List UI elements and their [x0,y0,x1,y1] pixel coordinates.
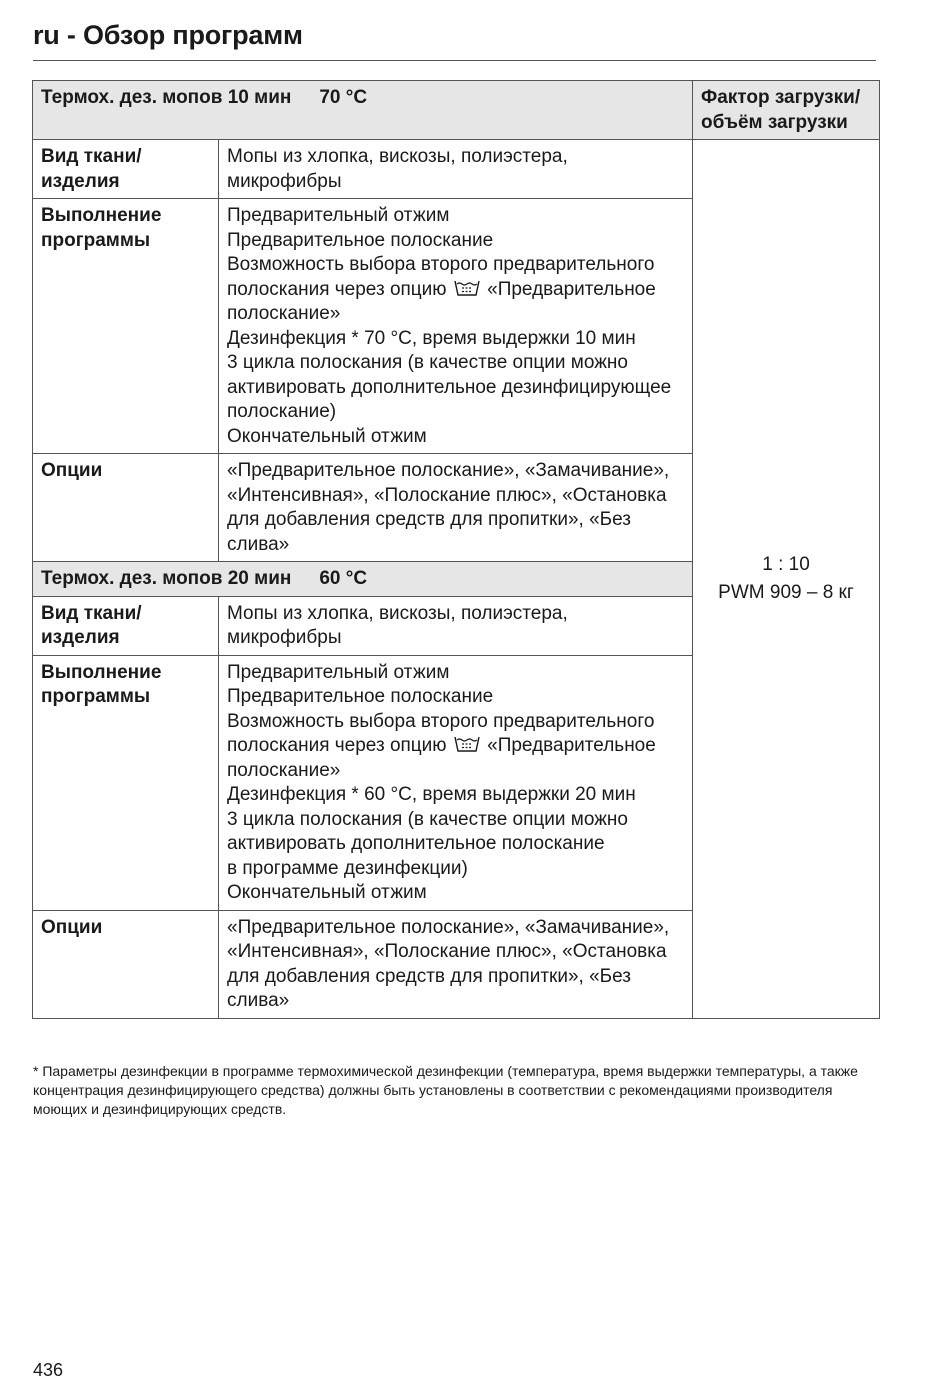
execution-step [227,254,656,324]
factor-header: Фактор загрузки/объём загрузки [693,81,880,140]
execution-step: Дезинфекция * 70 °C, время выдержки 10 мин [227,327,636,349]
options-label: Опции [33,454,219,562]
execution-step: 3 цикла полоскания (в качестве опции можно активировать дополнительное полоскание [227,808,628,854]
execution-step: Окончательный отжим [227,882,427,903]
footnote: * Параметры дезинфекции в программе термохимической дезинфекции (температура, время выдержки температуры, а также концентрация дезинфицирующего средства) должны быть установлены в соответствии с рекомендациями производителя моющих и дезинфицирующих средств. [33,1063,858,1117]
load-factor-machine: PWM 909 – 8 кг [718,582,854,604]
program-header-row [33,81,880,140]
execution-label: Выполнение программы [33,655,219,910]
load-factor-cell [693,140,880,1019]
title-divider [33,60,876,61]
prewash-tub-icon [454,279,480,297]
execution-steps [219,199,693,454]
page-number: 436 [33,1360,64,1380]
prewash-tub-icon [454,735,480,753]
program-name-cell [33,562,693,597]
program-table [32,80,880,1019]
execution-step: Окончательный отжим [227,425,427,447]
fabric-value: Мопы из хлопка, вискозы, полиэстера, микрофибры [219,140,693,199]
execution-step: Предварительный отжим [227,205,450,226]
program-name: Термох. дез. мопов 20 мин [41,568,292,589]
execution-steps [219,655,693,910]
execution-step-text: Возможность выбора второго предварительного полоскания через опцию [227,710,655,756]
execution-step [227,711,656,781]
execution-step-text: «Предварительное полоскание» [227,735,656,781]
execution-step: в программе дезинфекции) [227,857,468,879]
load-factor-ratio: 1 : 10 [762,553,810,575]
page-title: ru - Обзор программ [33,20,303,50]
options-value: «Предварительное полоскание», «Замачивание», «Интенсивная», «Полоскание плюс», «Остановка для добавления средств для пропитки», «Без слива» [219,454,693,562]
options-label: Опции [33,910,219,1018]
execution-step: Предварительное полоскание [227,686,494,707]
table-row [33,140,880,199]
execution-step: Дезинфекция * 60 °C, время выдержки 20 мин [227,784,636,805]
execution-step-text: Возможность выбора второго предварительного полоскания через опцию [227,254,655,300]
program-name-cell [33,81,693,140]
execution-label: Выполнение программы [33,199,219,454]
execution-step: Предварительное полоскание [227,229,494,251]
execution-step: Предварительный отжим [227,661,450,683]
fabric-value: Мопы из хлопка, вискозы, полиэстера, микрофибры [219,596,693,655]
program-name: Термох. дез. мопов 10 мин [41,87,292,108]
execution-step-text: «Предварительное полоскание» [227,278,656,324]
fabric-label: Вид ткани/изделия [33,596,219,655]
options-value: «Предварительное полоскание», «Замачивание», «Интенсивная», «Полоскание плюс», «Остановка для добавления средств для пропитки», «Без слива» [219,910,693,1018]
program-temperature: 60 °C [319,568,368,589]
execution-step: 3 цикла полоскания (в качестве опции можно активировать дополнительное дезинфицирующее полоскание) [227,352,672,422]
program-temperature: 70 °C [319,87,368,108]
fabric-label: Вид ткани/изделия [33,140,219,199]
